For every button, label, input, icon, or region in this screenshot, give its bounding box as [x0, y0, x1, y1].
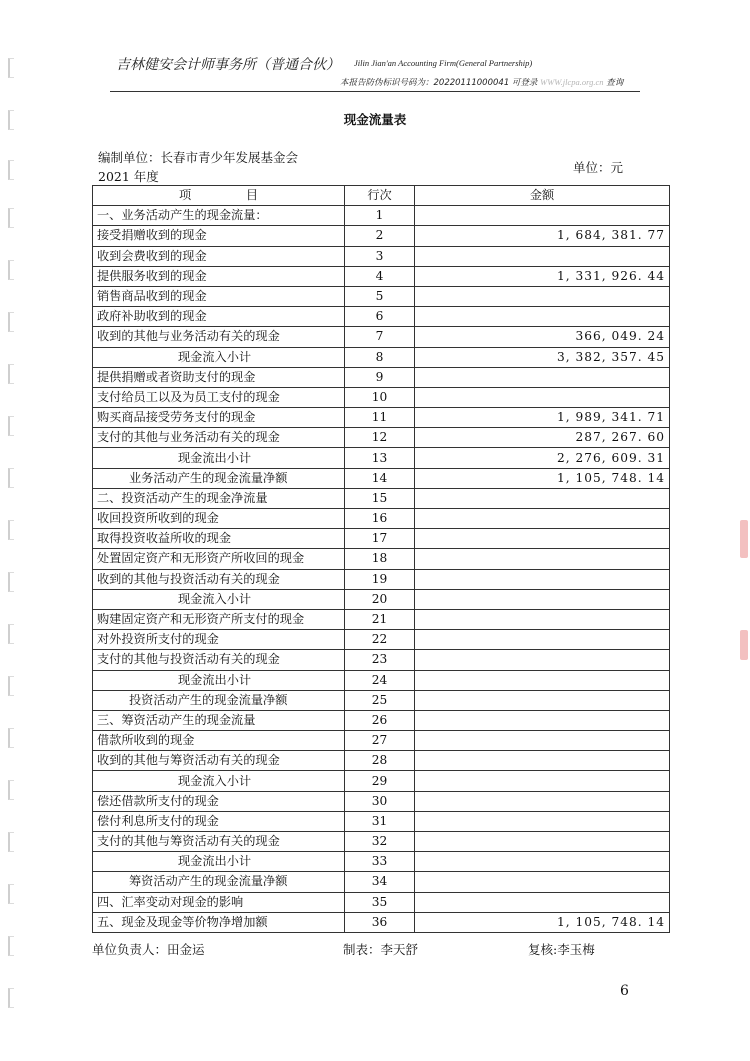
- row-line-no: 19: [345, 569, 415, 589]
- row-line-no: 34: [345, 872, 415, 892]
- reviewer-signature: 复核:李玉梅: [528, 942, 595, 957]
- row-item: 现金流出小计: [93, 448, 345, 468]
- binding-mark: [8, 364, 14, 384]
- table-row: [93, 731, 670, 751]
- row-item: 取得投资收益所收的现金: [93, 529, 345, 549]
- binding-mark: [8, 832, 14, 852]
- row-amount: [415, 509, 670, 529]
- row-item: 收到的其他与投资活动有关的现金: [93, 569, 345, 589]
- row-amount: [415, 751, 670, 771]
- header-rule: [110, 91, 640, 92]
- row-amount: [415, 589, 670, 609]
- row-item: 三、筹资活动产生的现金流量: [93, 710, 345, 730]
- table-row: [93, 751, 670, 771]
- firm-name-en: Jilin Jian'an Accounting Firm(General Partnership): [354, 58, 533, 68]
- binding-mark: [8, 676, 14, 696]
- row-item: 偿还借款所支付的现金: [93, 791, 345, 811]
- table-row: [93, 266, 670, 286]
- table-row: [93, 428, 670, 448]
- row-line-no: 5: [345, 286, 415, 306]
- table-row: [93, 690, 670, 710]
- row-line-no: 22: [345, 630, 415, 650]
- row-item: 支付给员工以及为员工支付的现金: [93, 387, 345, 407]
- seal-edge-fragment: [740, 520, 748, 558]
- letterhead: [110, 54, 640, 94]
- preparer-signature: 制表：李天舒: [343, 942, 419, 957]
- row-item: 现金流入小计: [93, 347, 345, 367]
- row-item: 销售商品收到的现金: [93, 286, 345, 306]
- row-line-no: 16: [345, 509, 415, 529]
- header-amount: 金额: [415, 186, 670, 206]
- header-item: [93, 186, 345, 206]
- row-amount: [415, 367, 670, 387]
- row-amount: [415, 710, 670, 730]
- row-amount: [415, 286, 670, 306]
- row-line-no: 13: [345, 448, 415, 468]
- row-line-no: 8: [345, 347, 415, 367]
- table-row: [93, 630, 670, 650]
- row-amount: [415, 670, 670, 690]
- table-row: [93, 307, 670, 327]
- row-amount: [415, 609, 670, 629]
- table-row: [93, 367, 670, 387]
- table-row: [93, 327, 670, 347]
- row-amount: [415, 872, 670, 892]
- table-header-row: [93, 186, 670, 206]
- table-row: [93, 872, 670, 892]
- table-row: [93, 448, 670, 468]
- binding-mark: [8, 572, 14, 592]
- row-line-no: 2: [345, 226, 415, 246]
- binding-mark: [8, 208, 14, 228]
- table-row: [93, 549, 670, 569]
- currency-unit: 单位：元: [573, 160, 624, 175]
- row-amount: 3, 382, 357. 45: [415, 347, 670, 367]
- anti-fake-suffix: 查询: [603, 78, 624, 88]
- document-title: 现金流量表: [343, 112, 407, 127]
- row-amount: [415, 307, 670, 327]
- binding-mark: [8, 160, 14, 180]
- row-item: 对外投资所支付的现金: [93, 630, 345, 650]
- table-row: [93, 852, 670, 872]
- report-year: 2021 年度: [98, 169, 159, 184]
- row-amount: [415, 771, 670, 791]
- firm-name-cn: 吉林健安会计师事务所（普通合伙）: [116, 57, 340, 73]
- row-amount: [415, 549, 670, 569]
- row-line-no: 36: [345, 912, 415, 932]
- row-amount: [415, 892, 670, 912]
- binding-mark: [8, 468, 14, 488]
- binding-mark: [8, 884, 14, 904]
- row-line-no: 25: [345, 690, 415, 710]
- row-item: 现金流入小计: [93, 589, 345, 609]
- row-amount: [415, 690, 670, 710]
- table-row: [93, 912, 670, 932]
- row-amount: [415, 731, 670, 751]
- header-line-no: 行次: [345, 186, 415, 206]
- binding-mark: [8, 416, 14, 436]
- table-row: [93, 650, 670, 670]
- row-amount: [415, 488, 670, 508]
- table-row: [93, 569, 670, 589]
- row-amount: [415, 569, 670, 589]
- row-line-no: 24: [345, 670, 415, 690]
- table-row: [93, 710, 670, 730]
- table-row: [93, 387, 670, 407]
- row-line-no: 15: [345, 488, 415, 508]
- row-item: 购买商品接受劳务支付的现金: [93, 408, 345, 428]
- binding-mark: [8, 728, 14, 748]
- seal-edge-fragment: [740, 630, 748, 660]
- row-amount: [415, 811, 670, 831]
- row-item: 现金流入小计: [93, 771, 345, 791]
- row-amount: 1, 105, 748. 14: [415, 912, 670, 932]
- row-item: 现金流出小计: [93, 852, 345, 872]
- row-line-no: 7: [345, 327, 415, 347]
- table-row: [93, 468, 670, 488]
- binding-mark: [8, 936, 14, 956]
- anti-fake-prefix: 本报告防伪标识号码为：: [340, 78, 434, 88]
- row-line-no: 6: [345, 307, 415, 327]
- row-amount: 366, 049. 24: [415, 327, 670, 347]
- binding-mark: [8, 780, 14, 800]
- table-row: [93, 609, 670, 629]
- row-item: 支付的其他与筹资活动有关的现金: [93, 832, 345, 852]
- row-line-no: 28: [345, 751, 415, 771]
- table-row: [93, 488, 670, 508]
- prepared-by-unit: 编制单位：长春市青少年发展基金会: [98, 150, 299, 165]
- header-item-char: 项: [179, 188, 192, 203]
- row-line-no: 12: [345, 428, 415, 448]
- row-amount: [415, 246, 670, 266]
- anti-fake-mid: 可登录: [509, 78, 538, 88]
- row-line-no: 29: [345, 771, 415, 791]
- row-amount: 287, 267. 60: [415, 428, 670, 448]
- row-line-no: 18: [345, 549, 415, 569]
- table-row: [93, 408, 670, 428]
- row-item: 业务活动产生的现金流量净额: [93, 468, 345, 488]
- row-item: 五、现金及现金等价物净增加额: [93, 912, 345, 932]
- binding-mark: [8, 520, 14, 540]
- row-amount: 1, 989, 341. 71: [415, 408, 670, 428]
- table-row: [93, 670, 670, 690]
- table-row: [93, 811, 670, 831]
- row-item: 提供服务收到的现金: [93, 266, 345, 286]
- row-item: 四、汇率变动对现金的影响: [93, 892, 345, 912]
- binding-mark: [8, 58, 14, 78]
- row-item: 处置固定资产和无形资产所收回的现金: [93, 549, 345, 569]
- row-line-no: 31: [345, 811, 415, 831]
- table-row: [93, 226, 670, 246]
- anti-fake-code: 20220111000041: [433, 78, 510, 88]
- unit-head-signature: 单位负责人：田金运: [92, 942, 205, 957]
- row-item: 购建固定资产和无形资产所支付的现金: [93, 609, 345, 629]
- row-amount: 1, 331, 926. 44: [415, 266, 670, 286]
- row-line-no: 4: [345, 266, 415, 286]
- row-line-no: 32: [345, 832, 415, 852]
- anti-fake-site: WWW.jlcpa.org.cn: [540, 77, 604, 87]
- row-item: 收到会费收到的现金: [93, 246, 345, 266]
- row-line-no: 23: [345, 650, 415, 670]
- row-line-no: 1: [345, 206, 415, 226]
- row-item: 收到的其他与业务活动有关的现金: [93, 327, 345, 347]
- row-item: 收到的其他与筹资活动有关的现金: [93, 751, 345, 771]
- row-item: 筹资活动产生的现金流量净额: [93, 872, 345, 892]
- table-row: [93, 509, 670, 529]
- row-item: 二、投资活动产生的现金净流量: [93, 488, 345, 508]
- table-row: [93, 791, 670, 811]
- row-item: 投资活动产生的现金流量净额: [93, 690, 345, 710]
- row-item: 支付的其他与业务活动有关的现金: [93, 428, 345, 448]
- table-row: [93, 286, 670, 306]
- anti-fake-line: [340, 76, 623, 88]
- table-row: [93, 529, 670, 549]
- table-row: [93, 892, 670, 912]
- binding-mark: [8, 312, 14, 332]
- row-item: 借款所收到的现金: [93, 731, 345, 751]
- row-amount: [415, 852, 670, 872]
- row-line-no: 21: [345, 609, 415, 629]
- row-item: 收回投资所收到的现金: [93, 509, 345, 529]
- row-line-no: 30: [345, 791, 415, 811]
- row-item: 政府补助收到的现金: [93, 307, 345, 327]
- row-amount: [415, 650, 670, 670]
- binding-mark: [8, 988, 14, 1008]
- table-row: [93, 347, 670, 367]
- cash-flow-table: [92, 185, 670, 933]
- table-row: [93, 206, 670, 226]
- page-number: 6: [620, 983, 629, 999]
- row-line-no: 33: [345, 852, 415, 872]
- row-item: 支付的其他与投资活动有关的现金: [93, 650, 345, 670]
- row-line-no: 26: [345, 710, 415, 730]
- row-amount: [415, 529, 670, 549]
- row-amount: 1, 105, 748. 14: [415, 468, 670, 488]
- row-line-no: 17: [345, 529, 415, 549]
- row-item: 提供捐赠或者资助支付的现金: [93, 367, 345, 387]
- row-line-no: 35: [345, 892, 415, 912]
- row-amount: [415, 206, 670, 226]
- row-amount: [415, 832, 670, 852]
- table-row: [93, 832, 670, 852]
- row-amount: [415, 630, 670, 650]
- row-item: 接受捐赠收到的现金: [93, 226, 345, 246]
- row-amount: 2, 276, 609. 31: [415, 448, 670, 468]
- row-item: 现金流出小计: [93, 670, 345, 690]
- header-item-char: 目: [245, 188, 258, 203]
- table-row: [93, 771, 670, 791]
- binding-mark: [8, 260, 14, 280]
- row-line-no: 11: [345, 408, 415, 428]
- row-amount: [415, 791, 670, 811]
- table-row: [93, 246, 670, 266]
- row-line-no: 3: [345, 246, 415, 266]
- binding-mark: [8, 624, 14, 644]
- row-amount: 1, 684, 381. 77: [415, 226, 670, 246]
- row-line-no: 27: [345, 731, 415, 751]
- row-item: 偿付利息所支付的现金: [93, 811, 345, 831]
- row-line-no: 20: [345, 589, 415, 609]
- row-line-no: 10: [345, 387, 415, 407]
- row-item: 一、业务活动产生的现金流量：: [93, 206, 345, 226]
- row-amount: [415, 387, 670, 407]
- row-line-no: 14: [345, 468, 415, 488]
- row-line-no: 9: [345, 367, 415, 387]
- table-row: [93, 589, 670, 609]
